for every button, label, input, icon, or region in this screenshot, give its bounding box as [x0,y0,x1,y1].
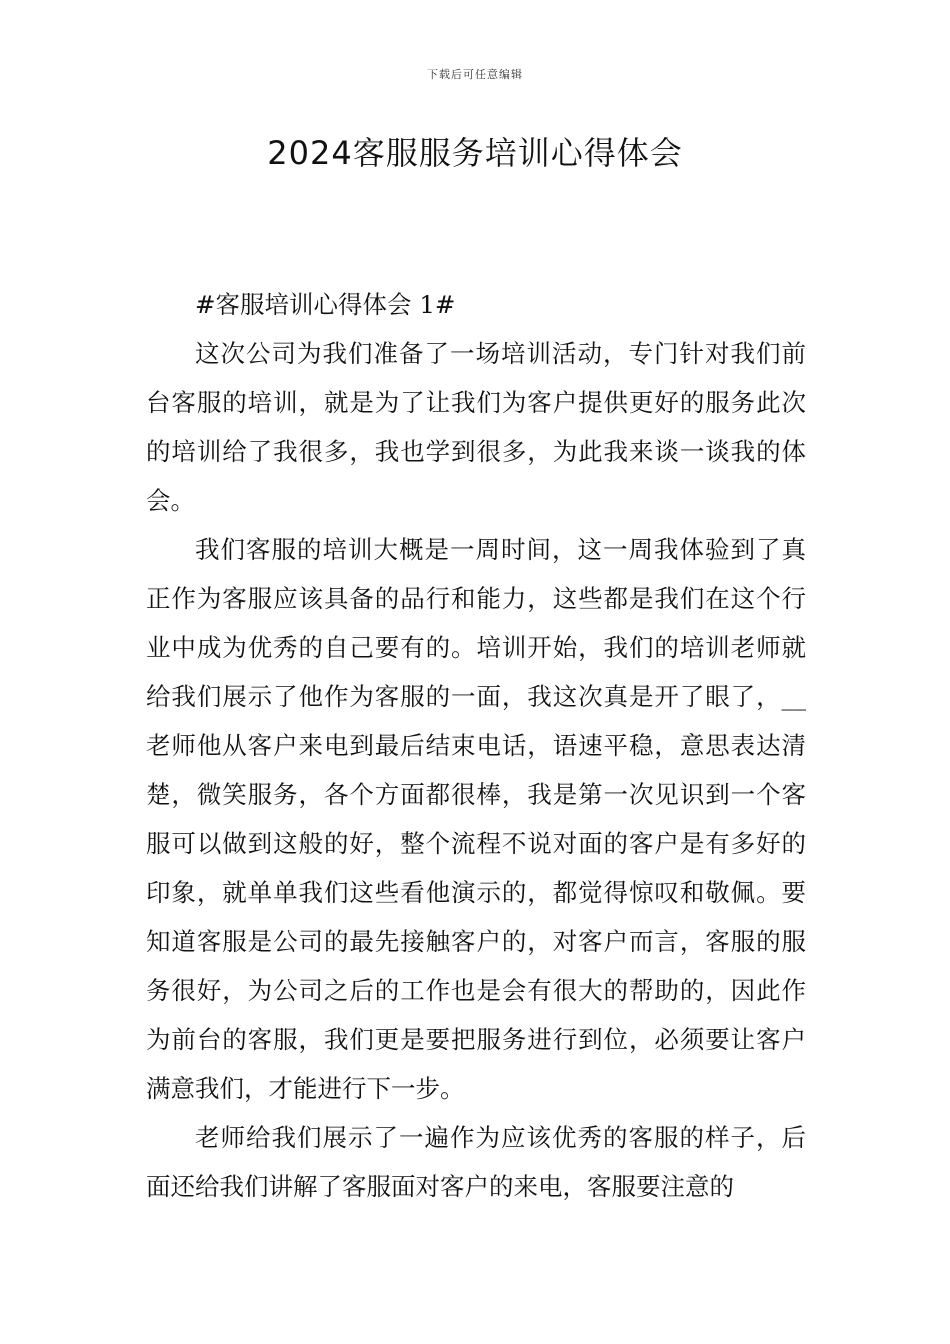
paragraph-2: 我们客服的培训大概是一周时间，这一周我体验到了真正作为客服应该具备的品行和能力，这些都是我们在这个行业中成为优秀的自己要有的。培训开始，我们的培训老师就给我们展示了他作为客服的一面，我这次真是开了眼了，__老师他从客户来电到最后结束电话，语速平稳，意思表达清楚，微笑服务，各个方面都很棒，我是第一次见识到一个客服可以做到这般的好，整个流程不说对面的客户是有多好的印象，就单单我们这些看他演示的，都觉得惊叹和敬佩。要知道客服是公司的最先接触客户的，对客户而言，客服的服务很好，为公司之后的工作也是会有很大的帮助的，因此作为前台的客服，我们更是要把服务进行到位，必须要让客户满意我们，才能进行下一步。 [146,535,806,1103]
document-title: 2024客服服务培训心得体会 [267,134,683,172]
document-body [146,280,806,1211]
paragraph-1: 这次公司为我们准备了一场培训活动，专门针对我们前台客服的培训，就是为了让我们为客户提供更好的服务此次的培训给了我很多，我也学到很多，为此我来谈一谈我的体会。 [146,339,806,515]
paragraph-3: 老师给我们展示了一遍作为应该优秀的客服的样子，后面还给我们讲解了客服面对客户的来电，客服要注意的 [146,1123,806,1201]
section-heading: #客服培训心得体会 1# [195,290,456,319]
page-header-note: 下载后可任意编辑 [427,68,523,81]
